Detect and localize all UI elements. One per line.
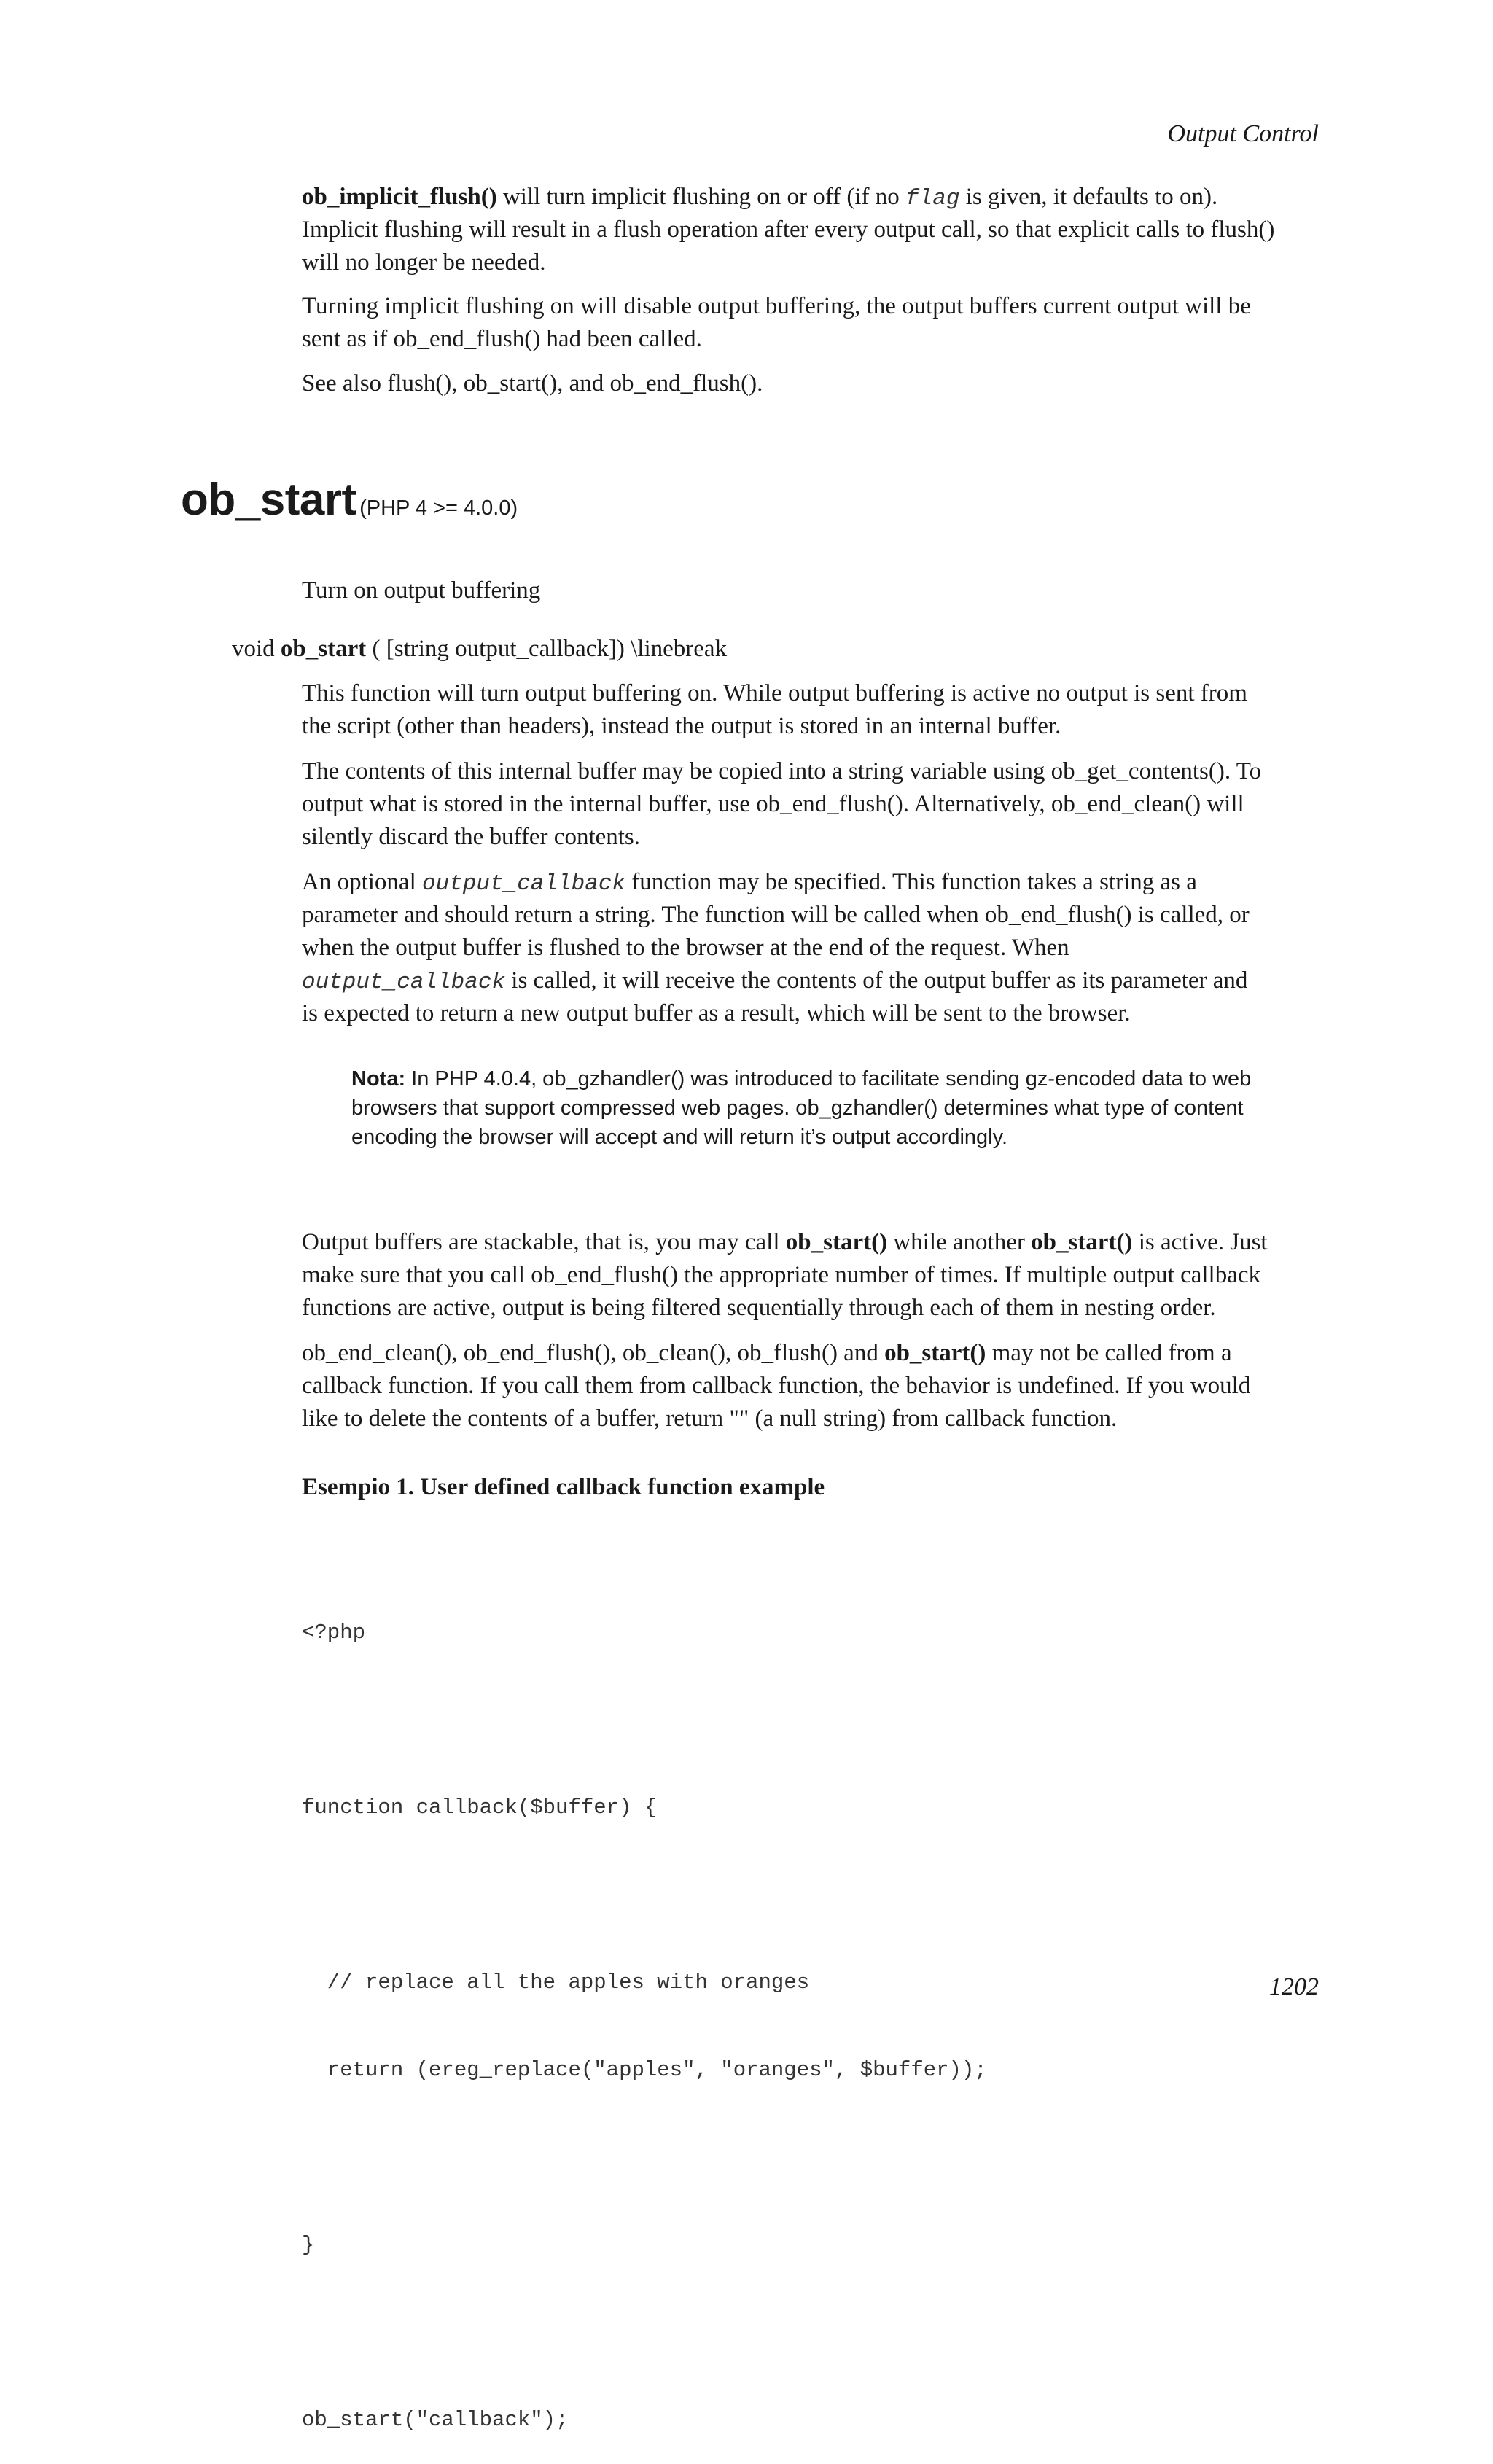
description-paragraph-1 (302, 677, 1322, 743)
paragraph-line (302, 1337, 1322, 1370)
implicit-flush-paragraph (302, 181, 1322, 279)
paragraph-line (302, 181, 1322, 214)
flag-parameter: flag (905, 186, 960, 211)
note-line: encoding the browser will accept and will return it’s output accordingly. (351, 1126, 1008, 1149)
return-type: void (232, 636, 281, 662)
paragraph-line: parameter and should return a string. The function will be called when ob_end_flush() is called, or (302, 902, 1250, 928)
code-line (302, 2318, 987, 2347)
function-name: ob_start() (884, 1340, 986, 1366)
callback-parameter: output_callback (421, 871, 626, 897)
callback-parameter: output_callback (302, 970, 506, 995)
description-paragraph-2 (302, 755, 1322, 854)
see-also-paragraph (302, 367, 1322, 400)
function-name: ob_implicit_flush() (302, 184, 497, 210)
text: In PHP 4.0.4, ob_gzhandler() was introduced to facilitate sending gz-encoded data to web (405, 1067, 1252, 1091)
text: is called, it will receive the contents of the output buffer as its parameter and (505, 967, 1248, 994)
function-title: ob_start (181, 475, 356, 525)
paragraph-line (302, 1226, 1322, 1259)
function-synopsis (232, 633, 727, 666)
function-name: ob_start() (785, 1229, 888, 1255)
code-line: return (ereg_replace("apples", "oranges", $buffer)); (302, 2058, 987, 2082)
code-line (302, 1706, 987, 1735)
example-title: Esempio 1. User defined callback function example (302, 1474, 825, 1500)
text: while another (887, 1229, 1032, 1255)
paragraph-line: like to delete the contents of a buffer, return "" (a null string) from callback function. (302, 1406, 1118, 1432)
function-heading (181, 474, 518, 526)
text: will turn implicit flushing on or off (if no (496, 184, 906, 210)
description-paragraph-3 (302, 866, 1322, 1030)
code-line: <?php (302, 1621, 366, 1645)
text: is given, it defaults to on). (959, 184, 1218, 210)
paragraph-line: the script (other than headers), instead the output is stored in an internal buffer. (302, 713, 1061, 739)
running-header: Output Control (1167, 120, 1319, 147)
paragraph-line: is expected to return a new output buffer as a result, which will be sent to the browser. (302, 1000, 1131, 1026)
paragraph-line: callback function. If you call them from callback function, the behavior is undefined. If you would (302, 1373, 1251, 1399)
text: function may be specified. This function takes a string as a (625, 869, 1197, 895)
implicit-flush-disable-paragraph (302, 290, 1322, 356)
paragraph-line: This function will turn output buffering on. While output buffering is active no output is sent from (302, 680, 1247, 706)
code-line: } (302, 2233, 315, 2257)
note-line (351, 1064, 1336, 1093)
code-line: function callback($buffer) { (302, 1796, 658, 1820)
note-label: Nota: (351, 1067, 406, 1091)
description-paragraph-4 (302, 1226, 1322, 1325)
paragraph-line: when the output buffer is flushed to the browser at the end of the request. When (302, 935, 1069, 961)
paragraph-line (302, 964, 1322, 997)
text: may not be called from a (986, 1340, 1232, 1366)
function-name: ob_start (280, 636, 367, 662)
description-paragraph-5 (302, 1337, 1322, 1435)
text: An optional (302, 869, 422, 895)
code-line (302, 2143, 987, 2172)
code-line: // replace all the apples with oranges (302, 1970, 810, 1995)
note-line: browsers that support compressed web pages. ob_gzhandler() determines what type of content (351, 1096, 1244, 1120)
paragraph-line (302, 866, 1322, 899)
paragraph-line: make sure that you call ob_end_flush() the appropriate number of times. If multiple output callback (302, 1262, 1261, 1288)
paragraph-line: output what is stored in the internal buffer, use ob_end_flush(). Alternatively, ob_end_clean() will (302, 791, 1244, 817)
text: is active. Just (1132, 1229, 1268, 1255)
paragraph-line: Implicit flushing will result in a flush operation after every output call, so that explicit calls to flush() (302, 217, 1275, 243)
note-block (351, 1064, 1336, 1152)
paragraph-line: sent as if ob_end_flush() had been called. (302, 326, 702, 352)
paragraph-line: functions are active, output is being filtered sequentially through each of them in nesting order. (302, 1295, 1216, 1321)
paragraph-line: silently discard the buffer contents. (302, 824, 641, 850)
paragraph-line: See also flush(), ob_start(), and ob_end_flush(). (302, 370, 763, 397)
code-line: ob_start("callback"); (302, 2408, 569, 2432)
paragraph-line: Turn on output buffering (302, 577, 541, 604)
page-number: 1202 (1269, 1973, 1319, 2000)
text: Output buffers are stackable, that is, you may call (302, 1229, 786, 1255)
function-name: ob_start() (1031, 1229, 1133, 1255)
code-block (302, 1560, 987, 2464)
paragraph-line: The contents of this internal buffer may be copied into a string variable using ob_get_contents(). To (302, 758, 1262, 784)
code-line (302, 1881, 987, 1910)
paragraph-line: will no longer be needed. (302, 249, 546, 276)
parameter-list: ( [string output_callback]) \linebreak (366, 636, 728, 662)
function-purpose (302, 574, 1322, 607)
paragraph-line: Turning implicit flushing on will disable output buffering, the output buffers current output will be (302, 293, 1251, 319)
php-version: (PHP 4 >= 4.0.0) (359, 496, 518, 520)
text: ob_end_clean(), ob_end_flush(), ob_clean(), ob_flush() and (302, 1340, 885, 1366)
